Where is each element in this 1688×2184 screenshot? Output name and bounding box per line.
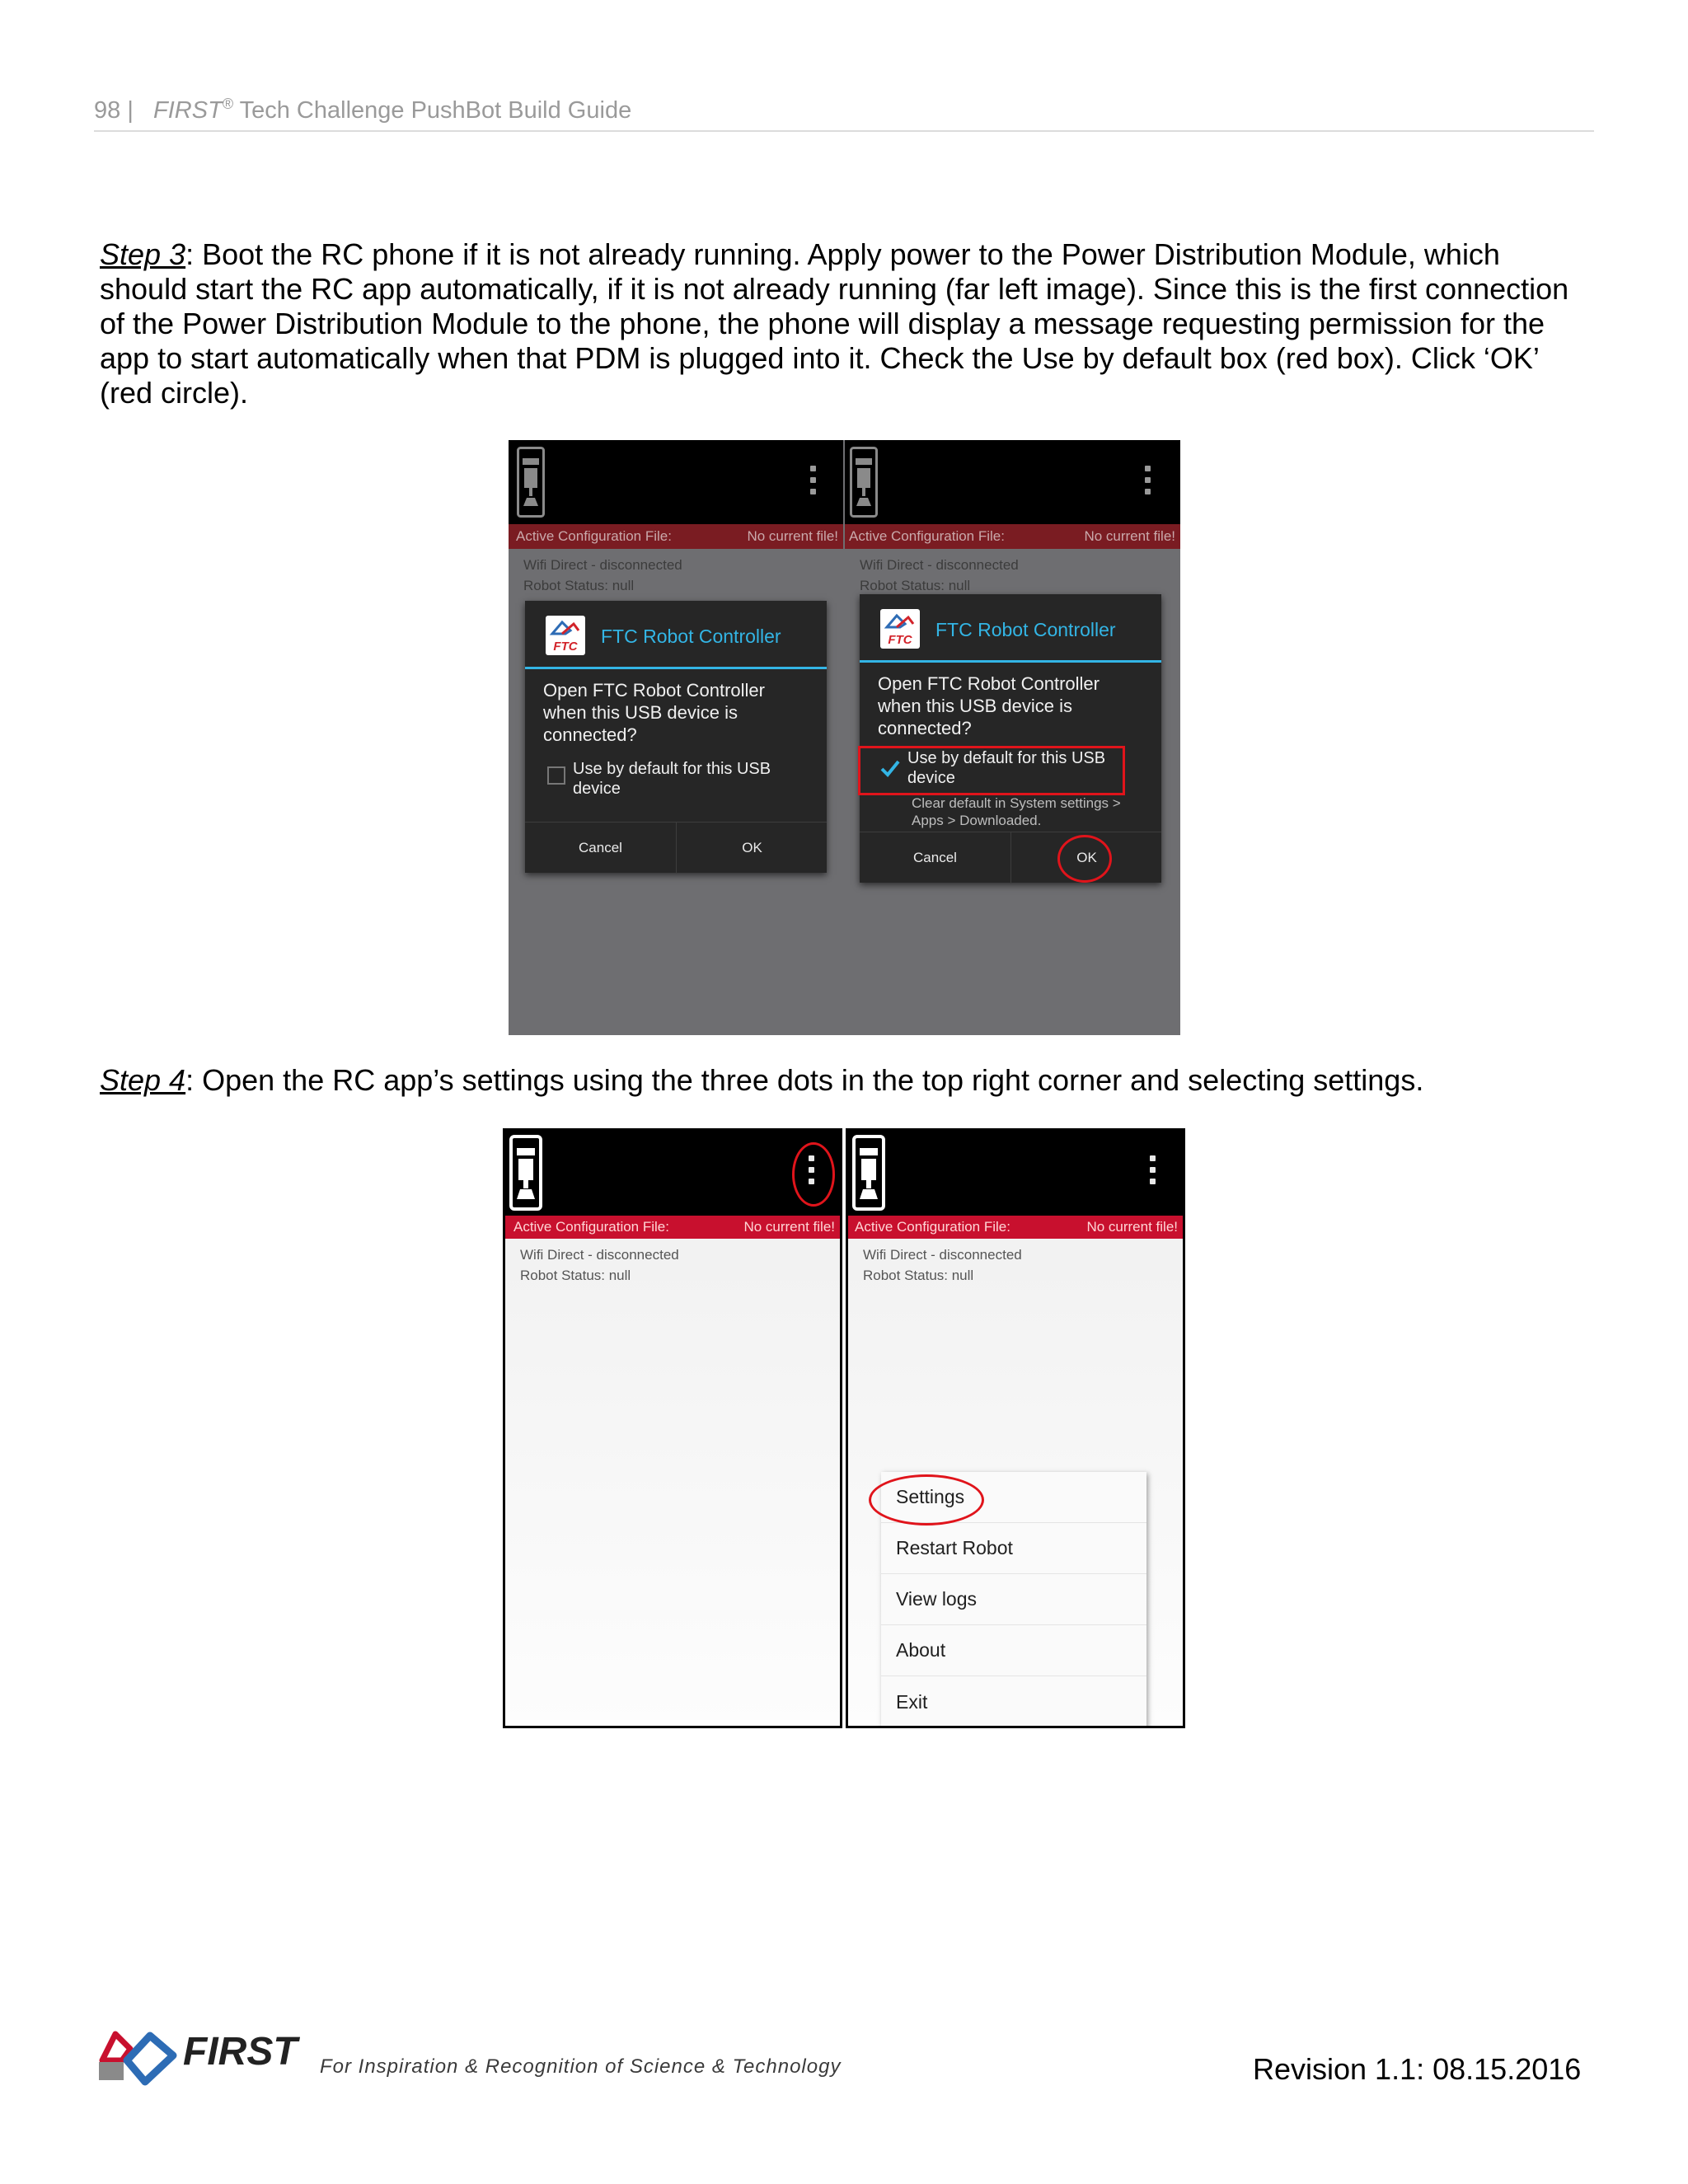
step4-text: : Open the RC app’s settings using the three dots in the top right corner and selecting settings. — [185, 1063, 1424, 1097]
config-bar — [848, 1216, 1183, 1239]
robot-app-icon — [852, 1135, 885, 1211]
phone-left — [503, 1128, 842, 1728]
footer-tagline: For Inspiration & Recognition of Science & Technology — [320, 2055, 842, 2078]
highlight-circle-overflow — [792, 1142, 835, 1207]
page-header — [94, 97, 631, 124]
use-default-label: Use by default for this USB device — [573, 760, 771, 798]
dialog-title-divider — [525, 667, 827, 669]
robot-app-icon — [517, 447, 545, 518]
no-file-label: No current file! — [1086, 1219, 1178, 1235]
active-config-label: Active Configuration File: — [516, 528, 672, 544]
usb-dialog — [525, 601, 827, 873]
svg-text:FTC: FTC — [888, 633, 912, 647]
robot-app-icon — [850, 447, 878, 518]
config-bar — [505, 1216, 840, 1239]
header-title: Tech Challenge PushBot Build Guide — [233, 97, 632, 124]
ok-button[interactable]: OK — [676, 823, 828, 874]
overflow-menu-icon[interactable] — [1150, 1155, 1156, 1190]
status-block — [863, 1244, 1022, 1286]
cancel-button[interactable]: Cancel — [913, 850, 957, 865]
no-file-label: No current file! — [1084, 528, 1175, 544]
status-block — [520, 1244, 679, 1286]
robot-app-icon — [509, 1135, 542, 1211]
step3-text: : Boot the RC phone if it is not already running. Apply power to the Power Distribution Module, which should start the RC app automatically, if it is not already running (far left image). Since this is the first connection of the Power Distribution Module to the phone, the phone will display a message requesting permission for the app to start automatically when that PDM is plugged into it. Check the Use by default box (red box). Click ‘OK’ (red circle). — [100, 237, 1569, 410]
header-brand: FIRST — [153, 97, 223, 124]
use-default-label: Use by default for this USB device — [907, 749, 1106, 787]
menu-item-restart-robot[interactable]: Restart Robot — [881, 1523, 1146, 1574]
wifi-status: Wifi Direct - disconnected — [860, 557, 1019, 573]
no-file-label: No current file! — [743, 1219, 835, 1235]
first-logo-icon — [97, 2027, 183, 2087]
screenshot-usb-dialog — [509, 440, 1180, 1035]
step4-label: Step 4 — [100, 1063, 186, 1097]
highlight-box-use-default — [858, 746, 1125, 795]
dialog-message: Open FTC Robot Controller when this USB device is connected? — [878, 673, 1100, 738]
wifi-status: Wifi Direct - disconnected — [523, 557, 682, 573]
highlight-circle-settings — [869, 1474, 984, 1526]
robot-status: Robot Status: null — [863, 1268, 974, 1283]
menu-item-view-logs[interactable]: View logs — [881, 1574, 1146, 1625]
phone-right — [846, 1128, 1185, 1728]
usb-dialog — [860, 594, 1161, 883]
use-default-checkbox[interactable] — [547, 766, 565, 785]
robot-status: Robot Status: null — [520, 1268, 631, 1283]
ftc-logo-icon — [880, 609, 920, 649]
active-config-label: Active Configuration File: — [513, 1219, 669, 1235]
app-action-bar — [509, 440, 843, 524]
highlight-circle-ok — [1057, 835, 1112, 883]
cancel-button[interactable]: Cancel — [579, 840, 622, 855]
menu-item-settings[interactable]: Settings — [881, 1472, 1146, 1523]
config-bar — [845, 524, 1180, 549]
header-rule — [94, 130, 1594, 132]
ftc-logo-icon — [546, 616, 585, 655]
step3-paragraph — [100, 237, 1583, 410]
dialog-title: FTC Robot Controller — [935, 619, 1116, 640]
status-block — [523, 555, 682, 596]
menu-item-exit[interactable]: Exit — [896, 1690, 928, 1713]
active-config-label: Active Configuration File: — [855, 1219, 1010, 1235]
menu-item-about[interactable]: About — [881, 1625, 1146, 1676]
overflow-menu-icon[interactable] — [1145, 466, 1151, 500]
wifi-status: Wifi Direct - disconnected — [863, 1247, 1022, 1263]
dialog-button-row — [860, 832, 1161, 883]
dialog-button-row — [525, 822, 827, 874]
svg-text:FTC: FTC — [553, 640, 578, 654]
wifi-status: Wifi Direct - disconnected — [520, 1247, 679, 1263]
revision-label: Revision 1.1: 08.15.2016 — [1253, 2052, 1582, 2086]
registered-mark: ® — [222, 96, 234, 112]
dialog-title: FTC Robot Controller — [601, 626, 781, 647]
no-file-label: No current file! — [747, 528, 838, 544]
first-wordmark: FIRST — [183, 2030, 298, 2074]
clear-default-note: Clear default in System settings > Apps > Downloaded. — [912, 795, 1121, 828]
dialog-message: Open FTC Robot Controller when this USB device is connected? — [543, 680, 765, 745]
app-action-bar — [505, 1131, 840, 1216]
phone-left — [509, 440, 843, 1035]
config-bar — [509, 524, 843, 549]
ok-button[interactable]: OK — [1010, 832, 1162, 883]
phone-right — [845, 440, 1180, 1035]
page-number: 98 | — [94, 97, 134, 124]
step4-paragraph — [100, 1063, 1583, 1098]
dialog-title-divider — [860, 660, 1161, 663]
overflow-menu-icon[interactable] — [810, 466, 817, 500]
step3-label: Step 3 — [100, 237, 186, 271]
active-config-label: Active Configuration File: — [849, 528, 1005, 544]
robot-status: Robot Status: null — [523, 578, 635, 593]
status-block — [860, 555, 1019, 596]
screenshot-settings-menu — [503, 1128, 1185, 1728]
robot-status: Robot Status: null — [860, 578, 971, 593]
app-action-bar — [848, 1131, 1183, 1216]
app-action-bar — [845, 440, 1180, 524]
